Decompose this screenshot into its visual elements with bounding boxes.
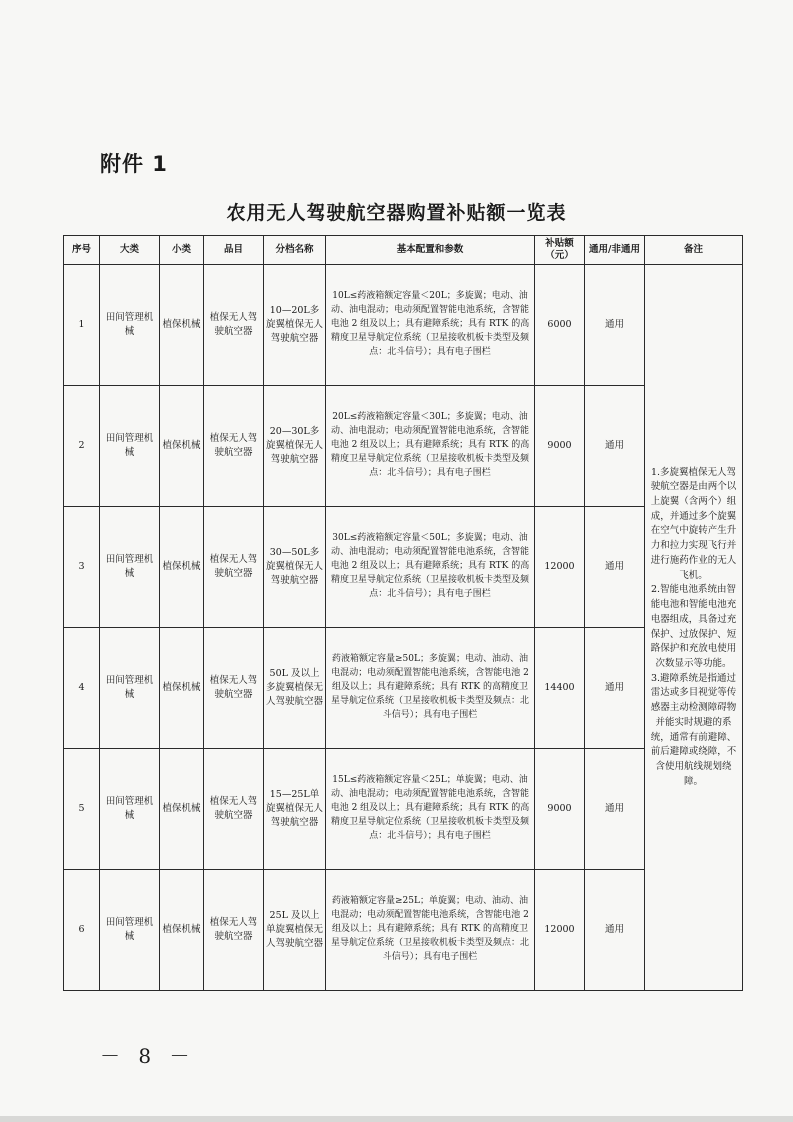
cell-item: 植保无人驾驶航空器 bbox=[204, 507, 264, 628]
page-edge bbox=[0, 1116, 793, 1122]
cell-item: 植保无人驾驶航空器 bbox=[204, 870, 264, 991]
header-spec: 基本配置和参数 bbox=[326, 236, 535, 265]
header-category: 大类 bbox=[100, 236, 160, 265]
cell-spec: 10L≤药液箱额定容量＜20L；多旋翼；电动、油动、油电混动；电动须配置智能电池系统，含智能电池 2 组及以上；具有避障系统；具有 RTK 的高精度卫星导航定位系统（卫星接收机板卡类型及频点：北斗信号）；具有电子围栏 bbox=[326, 265, 535, 386]
cell-subcategory: 植保机械 bbox=[160, 507, 204, 628]
cell-category: 田间管理机械 bbox=[100, 265, 160, 386]
cell-item: 植保无人驾驶航空器 bbox=[204, 386, 264, 507]
subsidy-table bbox=[63, 235, 743, 991]
header-tier: 分档名称 bbox=[264, 236, 326, 265]
cell-spec: 药液箱额定容量≥25L；单旋翼；电动、油动、油电混动；电动须配置智能电池系统，含智能电池 2 组及以上；具有避障系统；具有 RTK 的高精度卫星导航定位系统（卫星接收机板卡类型及频点：北斗信号）；具有电子围栏 bbox=[326, 870, 535, 991]
header-subcategory: 小类 bbox=[160, 236, 204, 265]
cell-subcategory: 植保机械 bbox=[160, 749, 204, 870]
cell-item: 植保无人驾驶航空器 bbox=[204, 265, 264, 386]
table-row bbox=[64, 749, 743, 870]
cell-subcategory: 植保机械 bbox=[160, 386, 204, 507]
cell-tier: 25L 及以上单旋翼植保无人驾驶航空器 bbox=[264, 870, 326, 991]
cell-tier: 10—20L多旋翼植保无人驾驶航空器 bbox=[264, 265, 326, 386]
cell-seq: 3 bbox=[64, 507, 100, 628]
remark-note-2: 2.智能电池系统由智能电池和智能电池充电器组成，具备过充保护、过放保护、短路保护和充放电使用次数显示等功能。 bbox=[650, 584, 737, 669]
cell-general: 通用 bbox=[585, 749, 645, 870]
cell-seq: 6 bbox=[64, 870, 100, 991]
cell-spec: 药液箱额定容量≥50L；多旋翼；电动、油动、油电混动；电动须配置智能电池系统，含智能电池 2 组及以上；具有避障系统；具有 RTK 的高精度卫星导航定位系统（卫星接收机板卡类型及频点：北斗信号）；具有电子围栏 bbox=[326, 628, 535, 749]
header-general: 通用/非通用 bbox=[585, 236, 645, 265]
cell-subcategory: 植保机械 bbox=[160, 265, 204, 386]
cell-item: 植保无人驾驶航空器 bbox=[204, 628, 264, 749]
cell-subsidy: 9000 bbox=[535, 386, 585, 507]
cell-general: 通用 bbox=[585, 265, 645, 386]
header-subsidy: 补贴额（元） bbox=[535, 236, 585, 265]
table-row bbox=[64, 870, 743, 991]
cell-subsidy: 6000 bbox=[535, 265, 585, 386]
cell-category: 田间管理机械 bbox=[100, 628, 160, 749]
cell-category: 田间管理机械 bbox=[100, 870, 160, 991]
cell-general: 通用 bbox=[585, 386, 645, 507]
cell-general: 通用 bbox=[585, 870, 645, 991]
cell-category: 田间管理机械 bbox=[100, 386, 160, 507]
cell-tier: 50L 及以上多旋翼植保无人驾驶航空器 bbox=[264, 628, 326, 749]
cell-spec: 30L≤药液箱额定容量＜50L；多旋翼；电动、油动、油电混动；电动须配置智能电池系统，含智能电池 2 组及以上；具有避障系统；具有 RTK 的高精度卫星导航定位系统（卫星接收机板卡类型及频点：北斗信号）；具有电子围栏 bbox=[326, 507, 535, 628]
cell-subcategory: 植保机械 bbox=[160, 870, 204, 991]
cell-tier: 15—25L单旋翼植保无人驾驶航空器 bbox=[264, 749, 326, 870]
table-row bbox=[64, 507, 743, 628]
document-title: 农用无人驾驶航空器购置补贴额一览表 bbox=[226, 202, 567, 224]
header-item: 品目 bbox=[204, 236, 264, 265]
remark-note-1: 1.多旋翼植保无人驾驶航空器是由两个以上旋翼（含两个）组成，并通过多个旋翼在空气中旋转产生升力和拉力实现飞行并进行施药作业的无人飞机。 bbox=[650, 466, 737, 581]
table-row bbox=[64, 265, 743, 386]
table-row bbox=[64, 628, 743, 749]
cell-seq: 4 bbox=[64, 628, 100, 749]
cell-subcategory: 植保机械 bbox=[160, 628, 204, 749]
remark-note-3: 3.避障系统是指通过雷达或多目视觉等传感器主动检测障碍物并能实时规避的系统，通常有前避障、前后避障或绕障，不含使用航线规划绕障。 bbox=[650, 672, 737, 787]
cell-tier: 20—30L多旋翼植保无人驾驶航空器 bbox=[264, 386, 326, 507]
cell-subsidy: 12000 bbox=[535, 870, 585, 991]
cell-remark bbox=[645, 265, 743, 991]
cell-tier: 30—50L多旋翼植保无人驾驶航空器 bbox=[264, 507, 326, 628]
page-number: － 8 － bbox=[100, 1044, 196, 1068]
header-seq: 序号 bbox=[64, 236, 100, 265]
table-header-row bbox=[64, 236, 743, 265]
cell-general: 通用 bbox=[585, 628, 645, 749]
table-row bbox=[64, 386, 743, 507]
cell-category: 田间管理机械 bbox=[100, 749, 160, 870]
cell-seq: 2 bbox=[64, 386, 100, 507]
cell-general: 通用 bbox=[585, 507, 645, 628]
cell-seq: 5 bbox=[64, 749, 100, 870]
cell-spec: 15L≤药液箱额定容量＜25L；单旋翼；电动、油动、油电混动；电动须配置智能电池系统，含智能电池 2 组及以上；具有避障系统；具有 RTK 的高精度卫星导航定位系统（卫星接收机板卡类型及频点：北斗信号）；具有电子围栏 bbox=[326, 749, 535, 870]
cell-subsidy: 14400 bbox=[535, 628, 585, 749]
attachment-label: 附件 1 bbox=[100, 152, 168, 176]
cell-item: 植保无人驾驶航空器 bbox=[204, 749, 264, 870]
header-remark: 备注 bbox=[645, 236, 743, 265]
cell-seq: 1 bbox=[64, 265, 100, 386]
cell-category: 田间管理机械 bbox=[100, 507, 160, 628]
cell-subsidy: 12000 bbox=[535, 507, 585, 628]
cell-spec: 20L≤药液箱额定容量＜30L；多旋翼；电动、油动、油电混动；电动须配置智能电池系统，含智能电池 2 组及以上；具有避障系统；具有 RTK 的高精度卫星导航定位系统（卫星接收机板卡类型及频点：北斗信号）；具有电子围栏 bbox=[326, 386, 535, 507]
cell-subsidy: 9000 bbox=[535, 749, 585, 870]
